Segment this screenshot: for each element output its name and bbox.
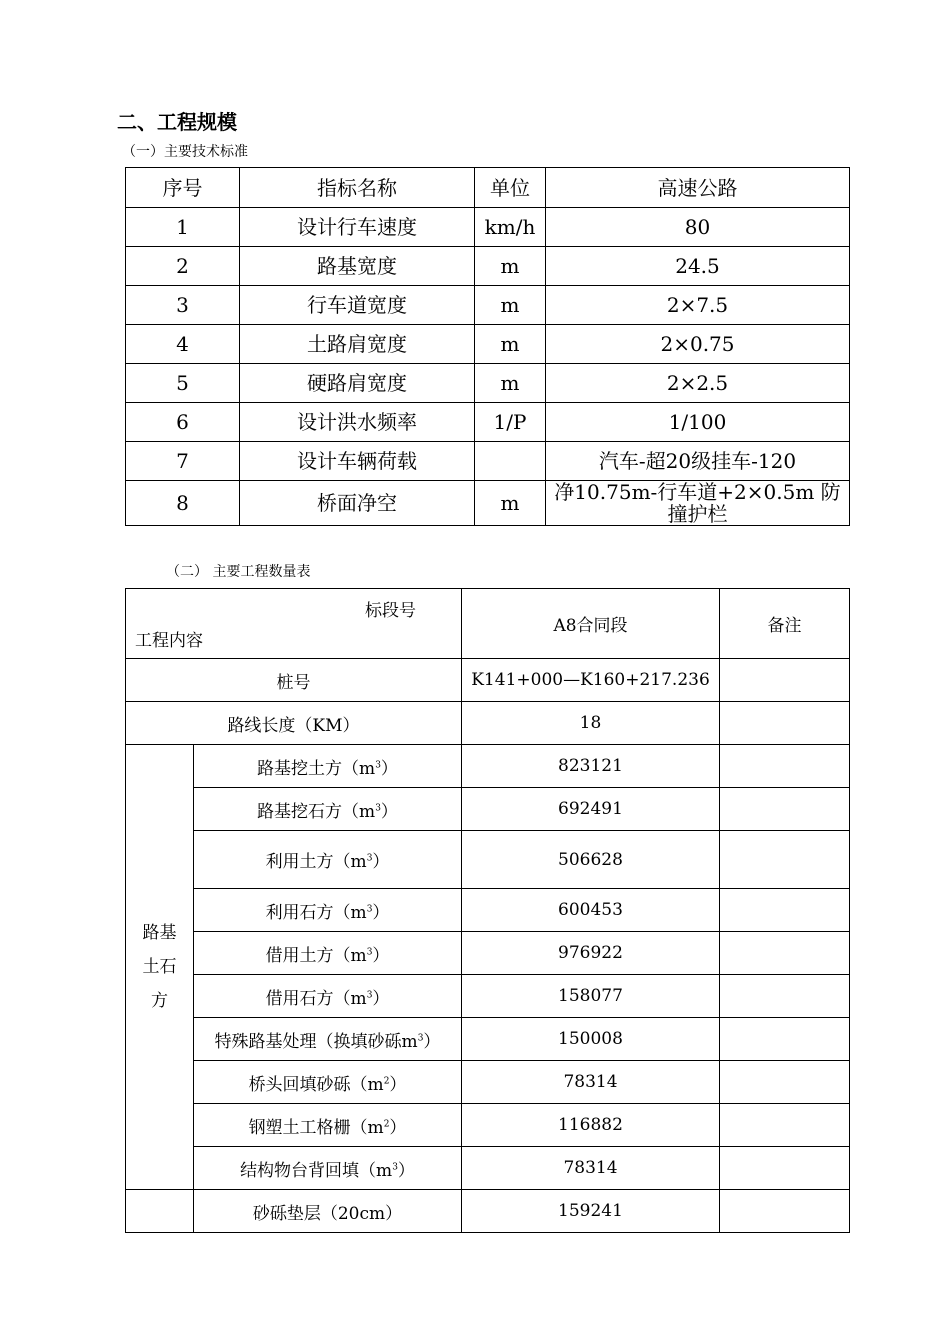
header-section-label: 标段号: [365, 601, 416, 621]
group-label: [126, 745, 194, 1190]
table-cell: 1: [126, 208, 240, 247]
table-header-row: [126, 589, 850, 659]
header-cell: 指标名称: [240, 168, 475, 208]
header-cell: 序号: [126, 168, 240, 208]
table-row: [126, 831, 850, 889]
table-cell: km/h: [475, 208, 546, 247]
table-cell: 4: [126, 325, 240, 364]
table-cell: 3: [126, 286, 240, 325]
item-value: 159241: [462, 1190, 720, 1233]
remark-cell: [720, 1061, 850, 1104]
remark-cell: [720, 831, 850, 889]
item-value: 600453: [462, 889, 720, 932]
table-row: [126, 745, 850, 788]
item-value: 150008: [462, 1018, 720, 1061]
item-value: 78314: [462, 1061, 720, 1104]
item-value: 823121: [462, 745, 720, 788]
table-row: [126, 442, 850, 481]
quantity-table: [125, 588, 850, 1233]
table-cell: [475, 442, 546, 481]
item-value: 976922: [462, 932, 720, 975]
subtitle-technical-standards: （一）主要技术标准: [122, 144, 248, 160]
group-label-line: 土石: [142, 957, 177, 977]
technical-standards-table: [125, 167, 850, 526]
item-value: 692491: [462, 788, 720, 831]
table-cell: 2×7.5: [546, 286, 850, 325]
table-cell: 硬路肩宽度: [240, 364, 475, 403]
table-cell: m: [475, 286, 546, 325]
table-row: [126, 364, 850, 403]
unit-superscript: 3: [366, 853, 373, 864]
table-cell: 汽车-超20级挂车-120: [546, 442, 850, 481]
table-cell: 7: [126, 442, 240, 481]
table-row: [126, 325, 850, 364]
item-value: 506628: [462, 831, 720, 889]
table-row: [126, 403, 850, 442]
table-cell: 设计洪水频率: [240, 403, 475, 442]
remark-cell: [720, 702, 850, 745]
empty-cell: [126, 1190, 194, 1233]
table-row: [126, 932, 850, 975]
table-cell: 土路肩宽度: [240, 325, 475, 364]
header-cell: 备注: [720, 589, 850, 659]
item-label: 利用石方$(m^3)$: [194, 889, 462, 932]
table-cell: 1/P: [475, 403, 546, 442]
table-cell: 6: [126, 403, 240, 442]
group-label-line: 路基: [142, 923, 177, 943]
table-cell: 路基宽度: [240, 247, 475, 286]
item-label: 砂砾垫层（20cm）: [194, 1190, 462, 1233]
table-cell: m: [475, 325, 546, 364]
item-value: 158077: [462, 975, 720, 1018]
item-label: 结构物台背回填$(m^3)$: [194, 1147, 462, 1190]
table-cell: 2: [126, 247, 240, 286]
unit-superscript: 3: [392, 1161, 398, 1172]
table-cell: 2×0.75: [546, 325, 850, 364]
item-label: 特殊路基处理（换填砂砾$m^3$）: [194, 1018, 462, 1061]
remark-cell: [720, 889, 850, 932]
table-row: [126, 788, 850, 831]
header-cell: 单位: [475, 168, 546, 208]
item-label: 路基挖土方$(m^3)$: [194, 745, 462, 788]
header-content-label: 工程内容: [135, 631, 203, 651]
unit-superscript: 3: [417, 1032, 424, 1043]
table-row: [126, 1104, 850, 1147]
table-row: [126, 975, 850, 1018]
table-cell: 2×2.5: [546, 364, 850, 403]
remark-cell: [720, 788, 850, 831]
unit-superscript: 3: [375, 802, 381, 813]
table-header-row: [126, 168, 850, 208]
table-cell: 24.5: [546, 247, 850, 286]
unit-superscript: 3: [366, 903, 373, 914]
remark-cell: [720, 1147, 850, 1190]
item-label: 路线长度（KM）: [126, 702, 462, 745]
table-cell: 桥面净空: [240, 481, 475, 526]
table-row: [126, 702, 850, 745]
item-label: 桩号: [126, 659, 462, 702]
table-cell: 设计行车速度: [240, 208, 475, 247]
table-row: [126, 208, 850, 247]
table-row: [126, 1061, 850, 1104]
table-cell: m: [475, 364, 546, 403]
table-cell: 1/100: [546, 403, 850, 442]
table-row: [126, 1147, 850, 1190]
unit-superscript: 3: [375, 759, 381, 770]
unit-superscript: 3: [366, 946, 373, 957]
section-title: 二、工程规模: [117, 110, 237, 134]
group-label-line: 方: [151, 991, 168, 1011]
header-cell: 高速公路: [546, 168, 850, 208]
item-value: 18: [462, 702, 720, 745]
table-row: [126, 481, 850, 526]
unit-superscript: 2: [383, 1075, 390, 1086]
table-cell: 80: [546, 208, 850, 247]
item-label: 借用土方$(m^3)$: [194, 932, 462, 975]
item-value: K141+000—K160+217.236: [462, 659, 720, 702]
table-cell: 8: [126, 481, 240, 526]
item-label: 利用土方$(m^3)$: [194, 831, 462, 889]
header-cell: A8合同段: [462, 589, 720, 659]
table-row: [126, 1190, 850, 1233]
table-cell: m: [475, 247, 546, 286]
table-cell: m: [475, 481, 546, 526]
diagonal-header-cell: [126, 589, 462, 659]
remark-cell: [720, 975, 850, 1018]
remark-cell: [720, 659, 850, 702]
remark-cell: [720, 932, 850, 975]
table-cell: 净10.75m-行车道+2×0.5m 防撞护栏: [546, 481, 850, 526]
item-label: 路基挖石方$(m^3)$: [194, 788, 462, 831]
remark-cell: [720, 1018, 850, 1061]
item-label: 借用石方$(m^3)$: [194, 975, 462, 1018]
subtitle-quantity-table: （二） 主要工程数量表: [166, 564, 311, 580]
table-cell: 5: [126, 364, 240, 403]
table-row: [126, 889, 850, 932]
table-cell: 行车道宽度: [240, 286, 475, 325]
unit-superscript: 3: [366, 989, 373, 1000]
remark-cell: [720, 1104, 850, 1147]
table-row: [126, 247, 850, 286]
table-row: [126, 1018, 850, 1061]
item-label: 钢塑土工格栅$(m^2)$: [194, 1104, 462, 1147]
table-row: [126, 659, 850, 702]
table-cell: 设计车辆荷载: [240, 442, 475, 481]
remark-cell: [720, 745, 850, 788]
item-value: 78314: [462, 1147, 720, 1190]
remark-cell: [720, 1190, 850, 1233]
item-label: 桥头回填砂砾$(m^2)$: [194, 1061, 462, 1104]
unit-superscript: 2: [383, 1118, 390, 1129]
item-value: 116882: [462, 1104, 720, 1147]
table-row: [126, 286, 850, 325]
